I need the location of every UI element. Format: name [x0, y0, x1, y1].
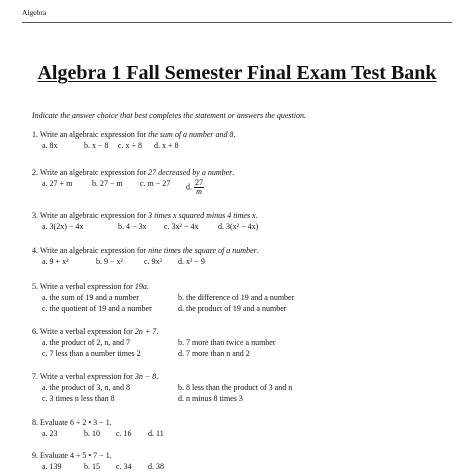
stem-phrase: 2n + 7 [134, 327, 157, 336]
choice-c[interactable]: c. m − 27 [140, 179, 171, 188]
fraction-denominator: m [196, 187, 202, 196]
choice-a[interactable]: a. the product of 3, n, and 8 [42, 383, 130, 392]
choice-a[interactable]: a. 8x [42, 141, 58, 150]
choice-d[interactable]: d. x² − 9 [178, 257, 205, 266]
choice-c[interactable]: c. 16 [116, 429, 132, 438]
choice-c[interactable]: c. 3x² − 4x [164, 222, 199, 231]
question-stem [32, 418, 452, 428]
choice-c[interactable]: c. 9x² [144, 257, 162, 266]
choice-a[interactable]: a. the sum of 19 and a number [42, 293, 139, 302]
instructions: Indicate the answer choice that best completes the statement or answers the question. [32, 111, 306, 120]
stem-phrase: 27 decreased by a number [148, 168, 233, 177]
choice-a[interactable]: a. 139 [42, 462, 62, 471]
fraction [194, 179, 204, 196]
choice-b[interactable]: b. x − 8 [84, 141, 109, 150]
choice-c[interactable]: c. the quotient of 19 and a number [42, 304, 152, 313]
stem-prefix: 3. Write an algebraic expression for [32, 211, 149, 220]
choice-a[interactable]: a. 9 + x² [42, 257, 69, 266]
stem-suffix: . [232, 168, 235, 177]
stem-suffix: . [156, 327, 159, 336]
choice-c[interactable]: c. x ÷ 8 [118, 141, 142, 150]
choice-d[interactable]: d. the product of 19 and a number [178, 304, 287, 313]
choice-a[interactable]: a. 23 [42, 429, 58, 438]
question-stem [32, 451, 452, 461]
question-stem [32, 327, 452, 337]
question-stem [32, 372, 452, 382]
stem-suffix: . [109, 451, 112, 460]
choice-b[interactable]: b. 27 − m [92, 179, 123, 188]
question-8 [32, 418, 452, 441]
choice-a[interactable]: a. 3(2x) − 4x [42, 222, 84, 231]
question-stem [32, 246, 452, 256]
fraction-numerator: 27 [195, 178, 203, 187]
choice-d[interactable]: d. 11 [148, 429, 164, 438]
stem-prefix: 4. Write an algebraic expression for [32, 246, 149, 255]
stem-suffix: . [156, 372, 159, 381]
question-4 [32, 246, 452, 269]
stem-suffix: . [233, 130, 236, 139]
question-9 [32, 451, 452, 474]
choice-b[interactable]: b. 15 [84, 462, 100, 471]
choice-d[interactable]: d. 3(x² − 4x) [218, 222, 259, 231]
stem-prefix: 7. Write a verbal expression for [32, 372, 135, 381]
choice-b[interactable]: b. the difference of 19 and a number [178, 293, 295, 302]
choice-c[interactable]: c. 7 less than a number times 2 [42, 349, 141, 358]
stem-suffix: . [256, 246, 259, 255]
header-course: Algebra [22, 8, 47, 17]
stem-phrase: nine times the square of a number [148, 246, 257, 255]
choice-d[interactable] [186, 179, 204, 196]
question-2 [32, 168, 452, 199]
choice-d[interactable]: d. x + 8 [154, 141, 179, 150]
choice-b[interactable]: b. 4 − 3x [118, 222, 147, 231]
question-stem [32, 168, 452, 178]
stem-prefix: 5. Write a verbal expression for [32, 282, 135, 291]
page-title: Algebra 1 Fall Semester Final Exam Test Bank [37, 62, 437, 84]
stem-phrase: 4 ÷ 5 • 7 − 1 [69, 451, 110, 460]
choice-b[interactable]: b. 9 − x² [96, 257, 123, 266]
question-1 [32, 130, 452, 153]
choice-d[interactable]: d. 7 more than n and 2 [178, 349, 250, 358]
choice-b[interactable]: b. 7 more than twice a number [178, 338, 276, 347]
stem-phrase: 19a [134, 282, 147, 291]
choice-a[interactable]: a. the product of 2, n, and 7 [42, 338, 130, 347]
choice-b[interactable]: b. 10 [84, 429, 100, 438]
question-5 [32, 282, 452, 315]
question-stem [32, 211, 452, 221]
stem-prefix: 9. Evaluate [32, 451, 70, 460]
choice-b[interactable]: b. 8 less than the product of 3 and n [178, 383, 293, 392]
stem-prefix: 8. Evaluate [32, 418, 70, 427]
stem-suffix: . [255, 211, 258, 220]
stem-prefix: 2. Write an algebraic expression for [32, 168, 149, 177]
stem-phrase: 3 times x squared minus 4 times x [148, 211, 256, 220]
stem-phrase: the sum of a number and 8 [148, 130, 234, 139]
stem-prefix: 6. Write a verbal expression for [32, 327, 135, 336]
question-3 [32, 211, 452, 234]
choice-d[interactable]: d. n minus 8 times 3 [178, 394, 243, 403]
header-rule [22, 22, 452, 23]
stem-phrase: 3n − 8 [134, 372, 157, 381]
question-stem [32, 130, 452, 140]
question-stem [32, 282, 452, 292]
choice-d-label: d. [186, 182, 192, 192]
stem-suffix: . [146, 282, 149, 291]
choice-c[interactable]: c. 3 times n less than 8 [42, 394, 115, 403]
question-7 [32, 372, 452, 405]
choice-c[interactable]: c. 34 [116, 462, 132, 471]
question-6 [32, 327, 452, 360]
stem-prefix: 1. Write an algebraic expression for [32, 130, 149, 139]
choice-d[interactable]: d. 38 [148, 462, 164, 471]
choice-a[interactable]: a. 27 + m [42, 179, 73, 188]
stem-phrase: 6 ÷ 2 • 3 − 1 [69, 418, 110, 427]
stem-suffix: . [109, 418, 112, 427]
